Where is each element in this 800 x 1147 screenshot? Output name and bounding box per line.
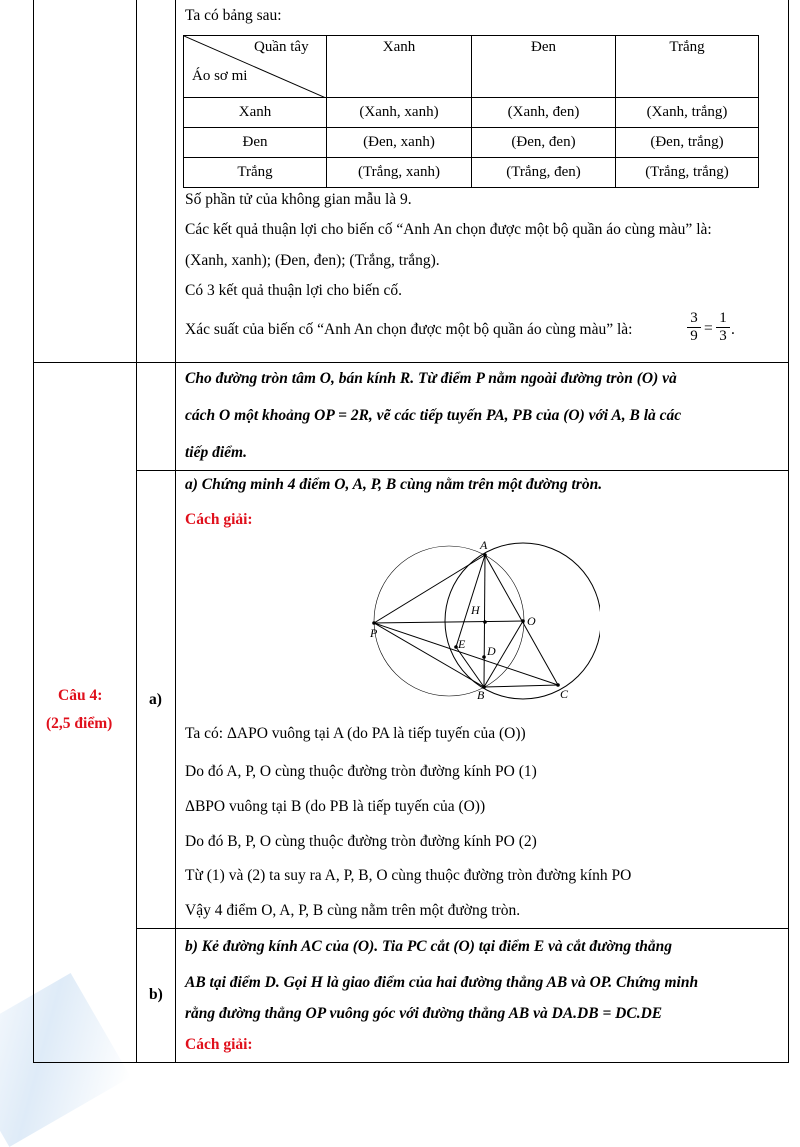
fraction-3-9 bbox=[687, 310, 701, 345]
table-border-left bbox=[33, 0, 34, 1062]
table-border-col1 bbox=[136, 0, 137, 1062]
proof-line: Từ (1) và (2) ta suy ra A, P, B, O cùng thuộc đường tròn đường kính PO bbox=[185, 867, 632, 884]
col-header: Xanh bbox=[327, 36, 472, 98]
label-h: H bbox=[471, 603, 480, 617]
part-b-statement-line: rằng đường thẳng OP vuông góc với đường thẳng AB và DA.DB = DC.DE bbox=[185, 1005, 663, 1022]
row-label: Đen bbox=[184, 128, 327, 158]
col-header: Trắng bbox=[616, 36, 759, 98]
table-cell: (Xanh, xanh) bbox=[327, 98, 472, 128]
point-o bbox=[521, 619, 525, 623]
equals-sign: = bbox=[704, 320, 713, 337]
q4-statement-line: tiếp điểm. bbox=[185, 444, 247, 461]
q4-statement-line: Cho đường tròn tâm O, bán kính R. Từ điểm P nằm ngoài đường tròn (O) và bbox=[185, 370, 677, 387]
proof-line: ΔBPO vuông tại B (do PB là tiếp tuyến của (O)) bbox=[185, 798, 486, 815]
part-b-label: b) bbox=[149, 986, 163, 1003]
segment-ae bbox=[456, 555, 485, 647]
proof-line: Do đó B, P, O cùng thuộc đường tròn đường kính PO (2) bbox=[185, 833, 537, 850]
corner-top-label: Quần tây bbox=[254, 39, 309, 55]
table-cell: (Trắng, xanh) bbox=[327, 158, 472, 188]
segment-pc bbox=[374, 623, 558, 685]
label-a: A bbox=[480, 538, 488, 552]
part-a-method: Cách giải: bbox=[185, 511, 253, 528]
table-cell: (Xanh, trắng) bbox=[616, 98, 759, 128]
q3-line-count: Có 3 kết quả thuận lợi cho biến cố. bbox=[185, 282, 402, 299]
table-border-bottom bbox=[33, 1062, 789, 1063]
q3-line-probability: Xác suất của biến cố “Anh An chọn được một bộ quần áo cùng màu” là: bbox=[185, 321, 633, 338]
label-o: O bbox=[527, 614, 536, 628]
part-b-statement-line: b) Kẻ đường kính AC của (O). Tia PC cắt (O) tại điểm E và cắt đường thẳng bbox=[185, 938, 673, 955]
point-h bbox=[483, 620, 487, 624]
segment-pa bbox=[374, 555, 485, 623]
segment-po bbox=[374, 621, 523, 623]
frac-denominator: 9 bbox=[687, 327, 701, 345]
table-cell: (Đen, trắng) bbox=[616, 128, 759, 158]
label-b: B bbox=[477, 688, 485, 702]
table-cell: (Xanh, đen) bbox=[472, 98, 616, 128]
row-divider-part-a bbox=[136, 928, 789, 929]
frac-denominator: 3 bbox=[716, 327, 730, 345]
part-a-title: a) Chứng minh 4 điểm O, A, P, B cùng nằm trên một đường tròn. bbox=[185, 476, 603, 493]
corner-bottom-label: Áo sơ mi bbox=[192, 68, 248, 84]
q3-line-sample-space: Số phần tử của không gian mẫu là 9. bbox=[185, 191, 412, 208]
q3-line-favorable: Các kết quả thuận lợi cho biến cố “Anh An chọn được một bộ quần áo cùng màu” là: bbox=[185, 221, 712, 238]
fraction-1-3 bbox=[716, 310, 730, 345]
row-label: Xanh bbox=[184, 98, 327, 128]
segment-bc bbox=[484, 685, 558, 687]
frac-numerator: 1 bbox=[719, 310, 727, 326]
row-label: Trắng bbox=[184, 158, 327, 188]
proof-line: Vậy 4 điểm O, A, P, B cùng nằm trên một đường tròn. bbox=[185, 902, 521, 919]
row-divider-q3 bbox=[33, 362, 789, 363]
label-e: E bbox=[458, 637, 466, 651]
table-border-col2 bbox=[175, 0, 176, 1062]
watermark bbox=[0, 973, 131, 1147]
part-b-statement-line: AB tại điểm D. Gọi H là giao điểm của hai đường thẳng AB và OP. Chứng minh bbox=[185, 974, 699, 991]
question-label: Câu 4: bbox=[58, 687, 103, 704]
point-p bbox=[372, 621, 376, 625]
point-d bbox=[482, 655, 486, 659]
table-corner bbox=[184, 36, 327, 98]
question-points: (2,5 điểm) bbox=[46, 715, 113, 732]
proof-line: Do đó A, P, O cùng thuộc đường tròn đường kính PO (1) bbox=[185, 763, 537, 780]
point-a bbox=[483, 553, 487, 557]
table-cell: (Trắng, đen) bbox=[472, 158, 616, 188]
label-d: D bbox=[487, 644, 496, 658]
q4-statement-line: cách O một khoảng OP = 2R, vẽ các tiếp tuyến PA, PB của (O) với A, B là các bbox=[185, 407, 682, 424]
period: . bbox=[731, 321, 735, 338]
label-p: P bbox=[370, 626, 378, 640]
label-c: C bbox=[560, 687, 569, 701]
part-b-method: Cách giải: bbox=[185, 1036, 253, 1053]
col-header: Đen bbox=[472, 36, 616, 98]
part-a-label: a) bbox=[149, 691, 162, 708]
table-cell: (Trắng, trắng) bbox=[616, 158, 759, 188]
table-cell: (Đen, đen) bbox=[472, 128, 616, 158]
row-divider-statement bbox=[136, 470, 789, 471]
geometry-figure bbox=[360, 535, 600, 705]
proof-line: Ta có: ΔAPO vuông tại A (do PA là tiếp tuyến của (O)) bbox=[185, 725, 526, 742]
table-cell: (Đen, xanh) bbox=[327, 128, 472, 158]
table-border-right bbox=[788, 0, 789, 1062]
segment-ac bbox=[485, 555, 558, 685]
outcome-table bbox=[183, 35, 759, 188]
q3-line-outcomes: (Xanh, xanh); (Đen, đen); (Trắng, trắng). bbox=[185, 252, 440, 269]
q3-intro: Ta có bảng sau: bbox=[185, 7, 282, 24]
frac-numerator: 3 bbox=[690, 310, 698, 326]
